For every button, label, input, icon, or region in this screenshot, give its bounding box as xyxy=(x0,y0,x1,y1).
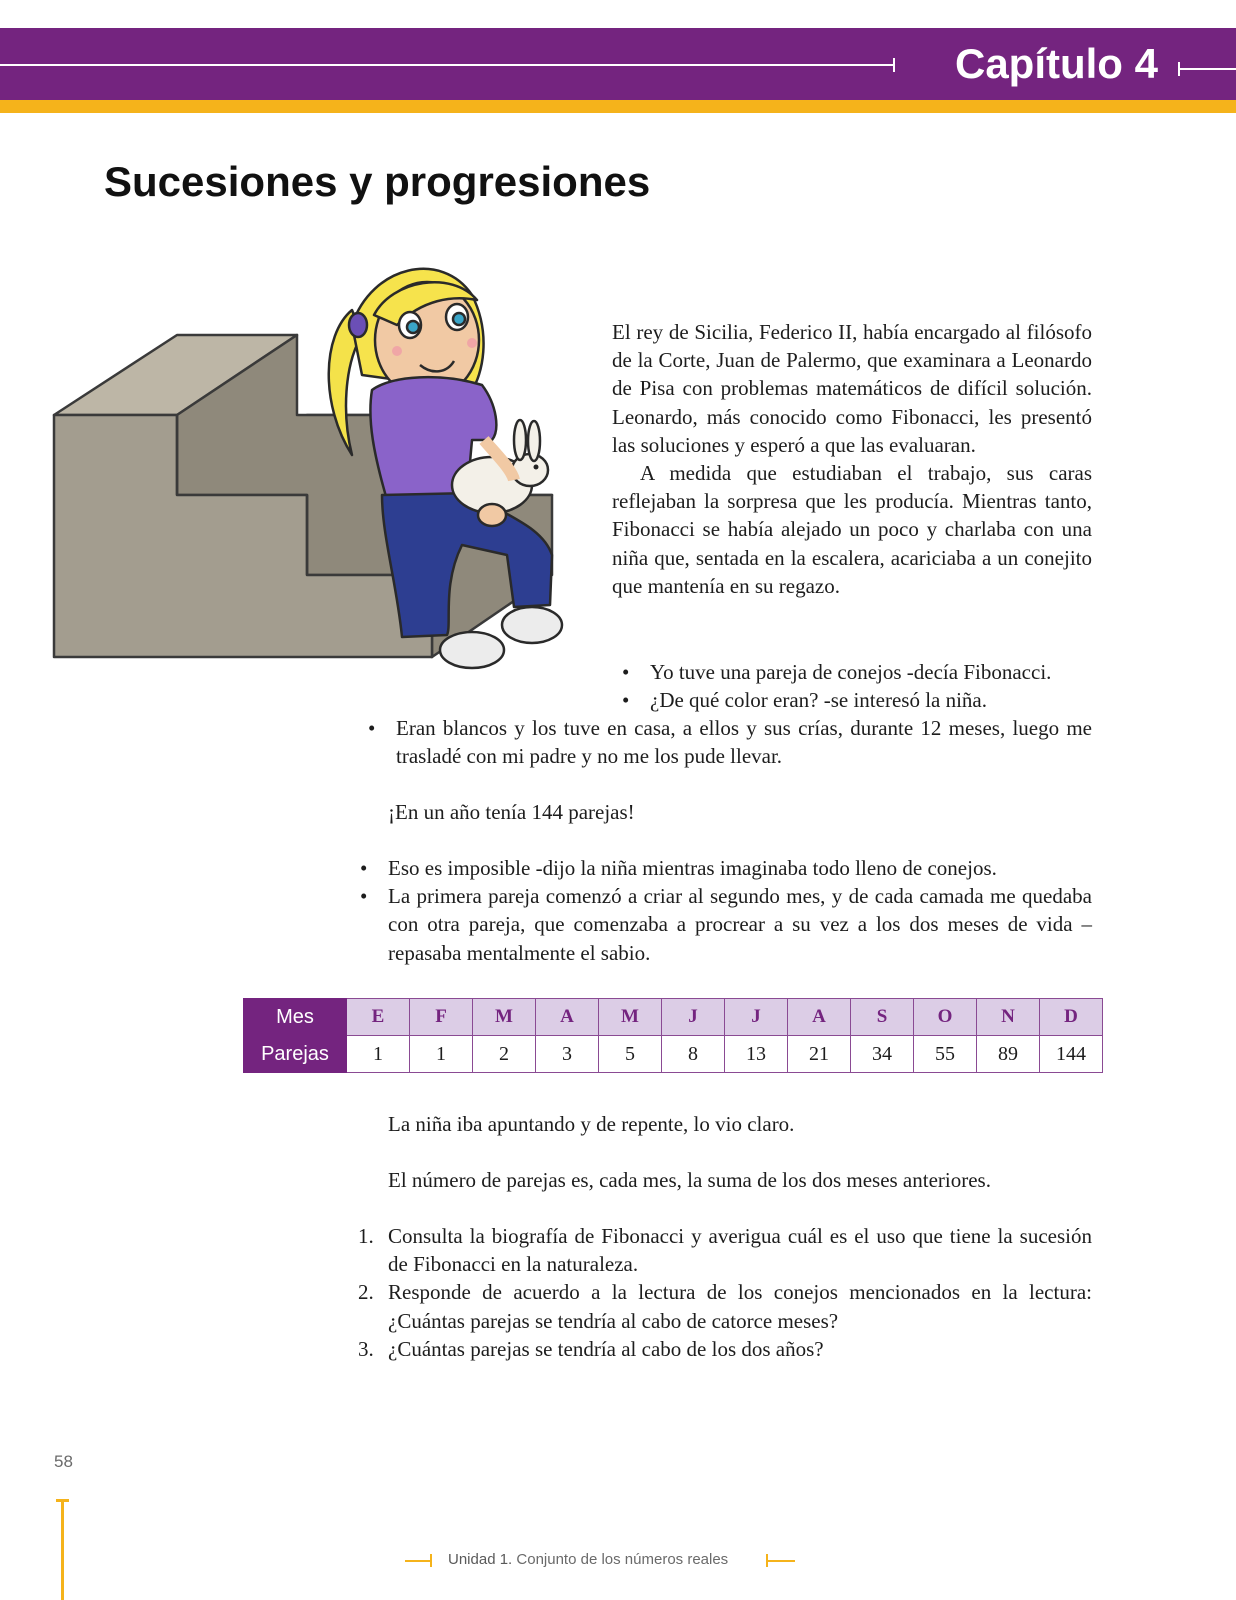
questions-list xyxy=(358,1222,1092,1363)
question-text: ¿Cuántas parejas se tendría al cabo de los dos años? xyxy=(388,1336,824,1361)
question-number: 1. xyxy=(358,1224,374,1248)
dialogue-bullet-3-text: Eran blancos y los tuve en casa, a ellos y sus crías, durante 12 meses, luego me trasladé con mi padre y no me los pude llevar. xyxy=(396,716,1092,769)
table-cell-month: J xyxy=(725,999,788,1036)
dialogue-bullet-1-text: Yo tuve una pareja de conejos -decía Fibonacci. xyxy=(650,660,1052,684)
after-paragraph-2: El número de parejas es, cada mes, la suma de los dos meses anteriores. xyxy=(388,1168,991,1192)
table-cell-pairs: 144 xyxy=(1040,1036,1103,1073)
dialogue-bullet-5 xyxy=(360,882,1092,967)
dialogue-bullet-2 xyxy=(622,686,1110,714)
question-item xyxy=(358,1222,1092,1278)
footer-mark-right xyxy=(767,1560,795,1562)
dialogue-block-2 xyxy=(368,714,1092,770)
table-cell-pairs: 1 xyxy=(410,1036,473,1073)
table-cell-month: M xyxy=(599,999,662,1036)
dialogue-block-3 xyxy=(360,854,1092,967)
row-label-mes: Mes xyxy=(244,999,347,1036)
girl-rabbit-stairs-illustration xyxy=(52,255,592,685)
bullet-icon: • xyxy=(622,660,630,684)
dialogue-block-1 xyxy=(622,658,1110,714)
table-cell-pairs: 13 xyxy=(725,1036,788,1073)
dialogue-bullet-1 xyxy=(622,658,1110,686)
question-item xyxy=(358,1335,1092,1363)
question-text: Consulta la biografía de Fibonacci y averigua cuál es el uso que tiene la sucesión de Fibonacci en la naturaleza. xyxy=(388,1224,1092,1277)
question-item xyxy=(358,1278,1092,1334)
footer-vertical-line xyxy=(61,1500,64,1600)
header-orange-stripe xyxy=(0,100,1236,113)
table-cell-month: N xyxy=(977,999,1040,1036)
table-cell-pairs: 21 xyxy=(788,1036,851,1073)
chapter-title: Capítulo 4 xyxy=(954,40,1158,87)
bullet-icon: • xyxy=(622,688,630,713)
table-row-months xyxy=(244,999,1103,1036)
question-number: 2. xyxy=(358,1280,374,1305)
table-cell-pairs: 1 xyxy=(347,1036,410,1073)
intro-paragraph-2: A medida que estudiaban el trabajo, sus caras reflejaban la sorpresa que les producía. Mientras tanto, Fibonacci se había alejado un poco y charlaba con una niña que, sentada en la escalera, acariciaba a un conejito que mantenía en su regazo. xyxy=(612,461,1092,598)
table-cell-month: O xyxy=(914,999,977,1036)
footer-unit-title: Conjunto de los números reales xyxy=(516,1551,729,1568)
header-rule-left xyxy=(0,64,895,66)
table-cell-pairs: 34 xyxy=(851,1036,914,1073)
intro-text xyxy=(612,318,1092,600)
table-row-pairs xyxy=(244,1036,1103,1073)
question-text: Responde de acuerdo a la lectura de los conejos mencionados en la lectura: ¿Cuántas parejas se tendría al cabo de catorce meses? xyxy=(388,1280,1092,1333)
row-label-parejas: Parejas xyxy=(244,1036,347,1073)
table-cell-month: F xyxy=(410,999,473,1036)
footer-unit xyxy=(448,1551,728,1568)
table-cell-pairs: 3 xyxy=(536,1036,599,1073)
after-paragraph-1: La niña iba apuntando y de repente, lo vio claro. xyxy=(388,1112,795,1136)
exclamation-line: ¡En un año tenía 144 parejas! xyxy=(388,800,635,824)
bullet-icon: • xyxy=(360,856,368,880)
table-cell-month: J xyxy=(662,999,725,1036)
table-cell-pairs: 2 xyxy=(473,1036,536,1073)
fibonacci-table xyxy=(243,998,1103,1073)
table-cell-month: A xyxy=(536,999,599,1036)
footer-mark-left xyxy=(405,1560,431,1562)
table-cell-month: S xyxy=(851,999,914,1036)
dialogue-bullet-2-text: ¿De qué color eran? -se interesó la niña. xyxy=(650,688,988,713)
footer-mark-left-tick xyxy=(430,1554,432,1567)
intro-paragraph-1: El rey de Sicilia, Federico II, había encargado al filósofo de la Corte, Juan de Palermo, que examinara a Leonardo de Pisa con problemas matemáticos de difícil solución. Leonardo, más conocido como Fibonacci, les presentó las soluciones y esperó a que las evaluaran. xyxy=(612,320,1092,457)
dialogue-bullet-3 xyxy=(368,714,1092,770)
table-cell-pairs: 89 xyxy=(977,1036,1040,1073)
question-number: 3. xyxy=(358,1336,374,1361)
page-number: 58 xyxy=(54,1452,73,1471)
header-tick-right xyxy=(1178,62,1180,76)
dialogue-bullet-4 xyxy=(360,854,1092,882)
header-tick-left xyxy=(893,58,895,72)
dialogue-bullet-5-text: La primera pareja comenzó a criar al segundo mes, y de cada camada me quedaba con otra pareja, que comenzaba a procrear a su vez a los dos meses de vida –repasaba mentalmente el sabio. xyxy=(388,884,1092,965)
table-cell-month: M xyxy=(473,999,536,1036)
table-cell-pairs: 8 xyxy=(662,1036,725,1073)
bullet-icon: • xyxy=(368,716,376,740)
section-title: Sucesiones y progresiones xyxy=(104,158,651,205)
table-cell-pairs: 5 xyxy=(599,1036,662,1073)
footer-unit-label: Unidad 1. xyxy=(448,1551,513,1568)
table-cell-month: D xyxy=(1040,999,1103,1036)
header-rule-right xyxy=(1180,68,1236,70)
table-cell-month: E xyxy=(347,999,410,1036)
table-cell-pairs: 55 xyxy=(914,1036,977,1073)
bullet-icon: • xyxy=(360,884,368,909)
table-cell-month: A xyxy=(788,999,851,1036)
dialogue-bullet-4-text: Eso es imposible -dijo la niña mientras imaginaba todo lleno de conejos. xyxy=(388,856,997,880)
